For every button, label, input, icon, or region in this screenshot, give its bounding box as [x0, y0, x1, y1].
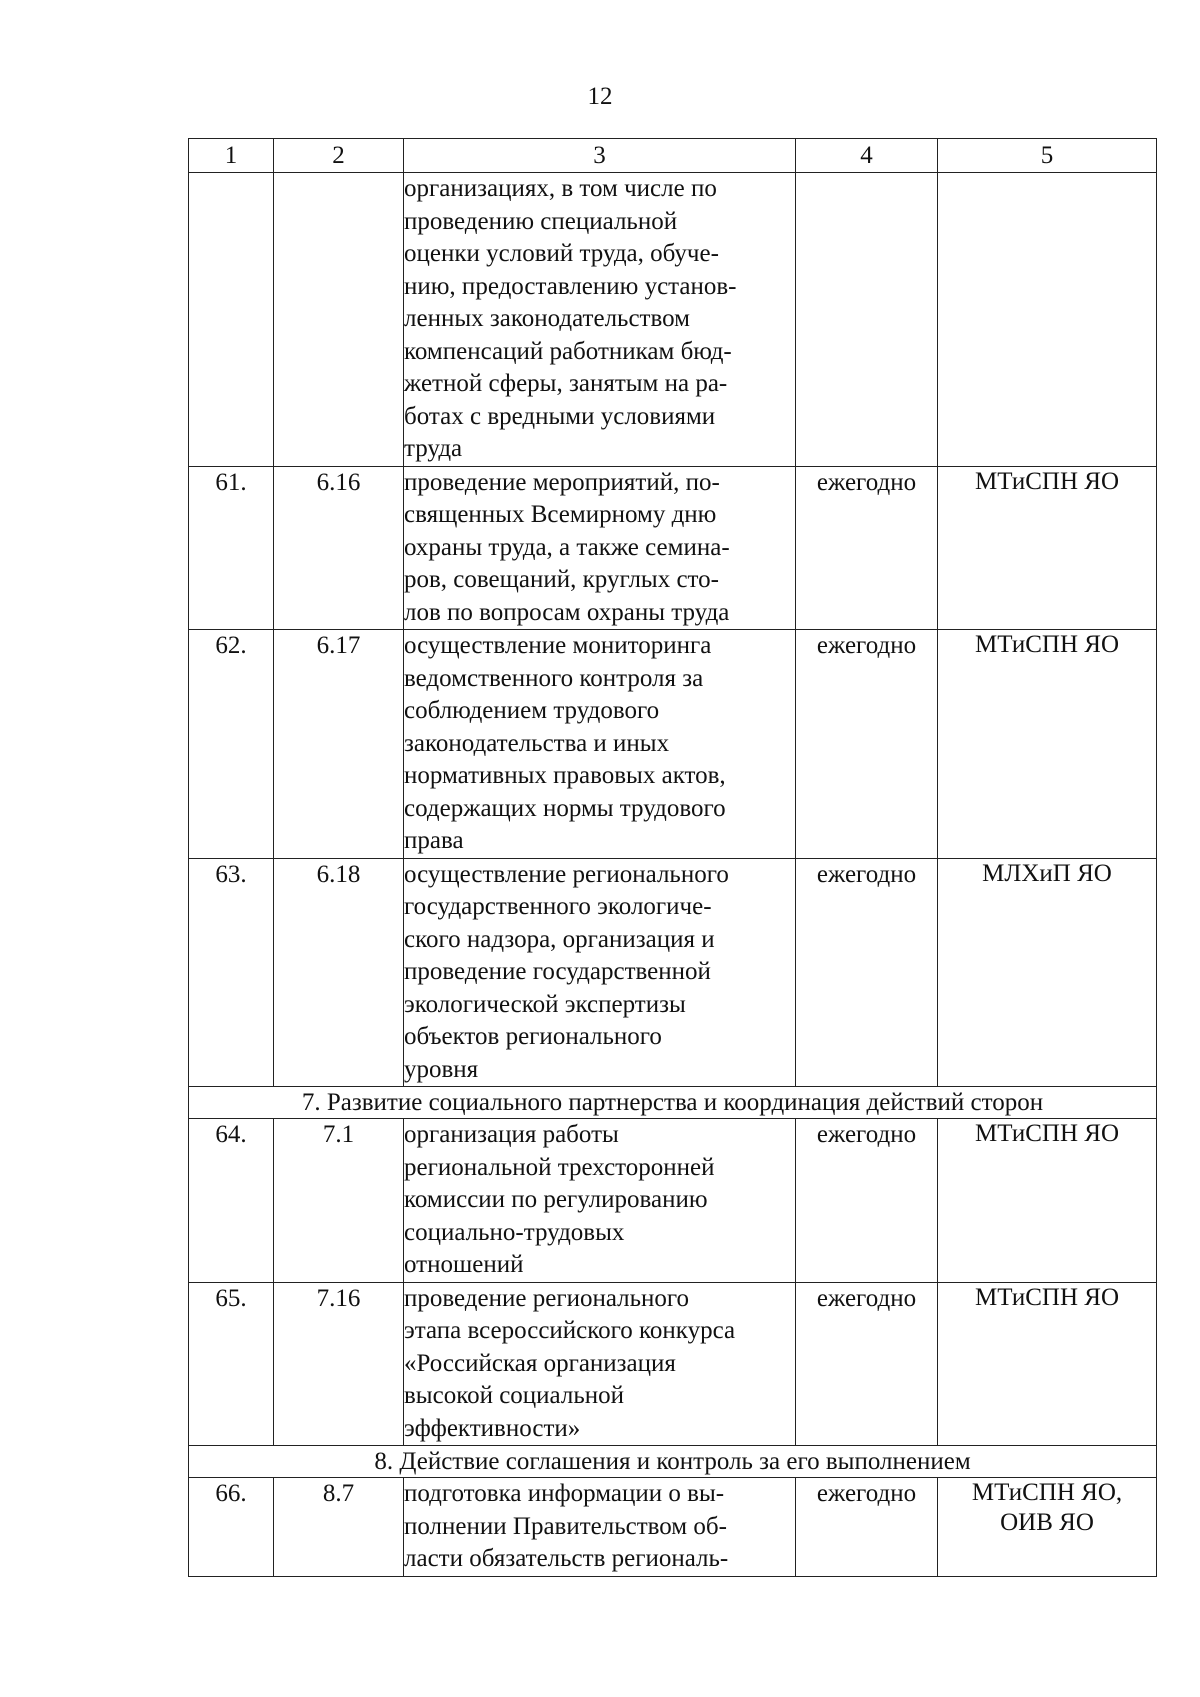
row-number: 66.	[189, 1478, 274, 1577]
text-line: труда	[404, 435, 463, 462]
activity-description	[404, 466, 796, 630]
row-number: 64.	[189, 1119, 274, 1283]
responsible-executor	[938, 1282, 1157, 1446]
section-heading-8: 8. Действие соглашения и контроль за его выполнением	[189, 1446, 1157, 1478]
page-number: 12	[587, 83, 613, 110]
text-line: ров, совещаний, круглых сто-	[404, 566, 719, 593]
text-line: уровня	[404, 1055, 479, 1083]
text-line: ОИВ ЯО	[1000, 1509, 1094, 1536]
text-line: осуществление регионального	[404, 860, 729, 888]
table-row	[189, 1478, 1157, 1577]
text-line: социально-трудовых	[404, 1218, 625, 1246]
text-line: МТиСПН ЯО	[974, 467, 1120, 495]
agreement-item: 6.18	[274, 858, 404, 1087]
agreement-item: 8.7	[274, 1478, 404, 1577]
continuation-responsible-cell	[938, 173, 1157, 467]
responsible-executor	[938, 1478, 1157, 1577]
text-line: охраны труда, а также семина-	[404, 533, 730, 561]
execution-term: ежегодно	[796, 1282, 938, 1446]
text-line: проведение регионального	[404, 1284, 690, 1312]
text-line: проведение государственной	[404, 958, 711, 985]
section-row-7	[189, 1087, 1157, 1119]
text-line: оценки условий труда, обуче-	[404, 240, 719, 267]
text-line: содержащих нормы трудового	[404, 794, 726, 822]
text-line: «Российская организация	[404, 1349, 676, 1377]
text-line: этапа всероссийского конкурса	[404, 1317, 736, 1344]
text-line: нию, предоставлению установ-	[404, 272, 737, 300]
text-line: комиссии по регулированию	[404, 1186, 708, 1213]
execution-term: ежегодно	[796, 1119, 938, 1283]
agreement-item: 6.17	[274, 630, 404, 859]
text-line: МТиСПН ЯО,	[971, 1479, 1123, 1506]
text-line: законодательства и иных	[404, 729, 670, 757]
text-line: организация работы	[404, 1121, 619, 1148]
text-line: проведение мероприятий, по-	[404, 468, 720, 496]
text-line: полнении Правительством об-	[404, 1512, 727, 1540]
continuation-term-cell	[796, 173, 938, 467]
text-line: жетной сферы, занятым на ра-	[404, 370, 728, 397]
text-line: компенсаций работникам бюд-	[404, 337, 732, 365]
continuation-row	[189, 173, 1157, 467]
execution-term: ежегодно	[796, 1478, 938, 1577]
table-row	[189, 858, 1157, 1087]
text-line: ведомственного контроля за	[404, 664, 704, 692]
responsible-executor	[938, 630, 1157, 859]
section-heading-7: 7. Развитие социального партнерства и координация действий сторон	[189, 1087, 1157, 1119]
responsible-executor	[938, 466, 1157, 630]
continuation-num-cell	[189, 173, 274, 467]
table-row	[189, 466, 1157, 630]
text-line: государственного экологиче-	[404, 893, 712, 920]
text-line: МТиСПН ЯО	[974, 1283, 1120, 1311]
text-line: МТиСПН ЯО	[974, 1120, 1120, 1147]
text-line: МЛХиП ЯО	[982, 859, 1112, 887]
text-line: организациях, в том числе по	[404, 175, 717, 202]
column-header-1: 1	[189, 139, 274, 173]
text-line: ского надзора, организация и	[404, 925, 715, 953]
activity-description	[404, 630, 796, 859]
column-header-5: 5	[938, 139, 1157, 173]
table-row	[189, 1119, 1157, 1283]
row-number: 61.	[189, 466, 274, 630]
activity-description	[404, 1119, 796, 1283]
text-line: осуществление мониторинга	[404, 632, 712, 659]
plan-table	[188, 138, 1157, 1577]
activity-description	[404, 1282, 796, 1446]
continuation-item-cell	[274, 173, 404, 467]
text-line: проведению специальной	[404, 207, 678, 235]
text-line: объектов регионального	[404, 1023, 662, 1050]
text-line: лов по вопросам охраны труда	[404, 598, 730, 626]
agreement-item: 7.16	[274, 1282, 404, 1446]
column-header-2: 2	[274, 139, 404, 173]
text-line: подготовка информации о вы-	[404, 1480, 725, 1507]
table-row	[189, 630, 1157, 859]
activity-description	[404, 858, 796, 1087]
text-line: священных Всемирному дню	[404, 501, 717, 528]
text-line: экологической экспертизы	[404, 990, 686, 1018]
table-row	[189, 1282, 1157, 1446]
agreement-item: 6.16	[274, 466, 404, 630]
row-number: 63.	[189, 858, 274, 1087]
text-line: эффективности»	[404, 1414, 581, 1442]
plan-table-body	[189, 139, 1157, 1577]
responsible-executor	[938, 858, 1157, 1087]
section-row-8	[189, 1446, 1157, 1478]
execution-term: ежегодно	[796, 466, 938, 630]
column-header-row	[189, 139, 1157, 173]
row-number: 65.	[189, 1282, 274, 1446]
text-line: МТиСПН ЯО	[974, 631, 1120, 658]
text-line: отношений	[404, 1251, 524, 1278]
text-line: высокой социальной	[404, 1382, 625, 1409]
column-header-4: 4	[796, 139, 938, 173]
text-line: права	[404, 827, 464, 854]
text-line: ботах с вредными условиями	[404, 402, 716, 430]
row-number: 62.	[189, 630, 274, 859]
text-line: соблюдением трудового	[404, 697, 660, 724]
responsible-executor	[938, 1119, 1157, 1283]
execution-term: ежегодно	[796, 630, 938, 859]
continuation-description	[404, 173, 796, 467]
text-line: ленных законодательством	[404, 305, 690, 332]
text-line: ласти обязательств региональ-	[404, 1545, 729, 1572]
activity-description	[404, 1478, 796, 1577]
execution-term: ежегодно	[796, 858, 938, 1087]
text-line: нормативных правовых актов,	[404, 762, 726, 789]
agreement-item: 7.1	[274, 1119, 404, 1283]
column-header-3: 3	[404, 139, 796, 173]
text-line: региональной трехсторонней	[404, 1153, 715, 1181]
